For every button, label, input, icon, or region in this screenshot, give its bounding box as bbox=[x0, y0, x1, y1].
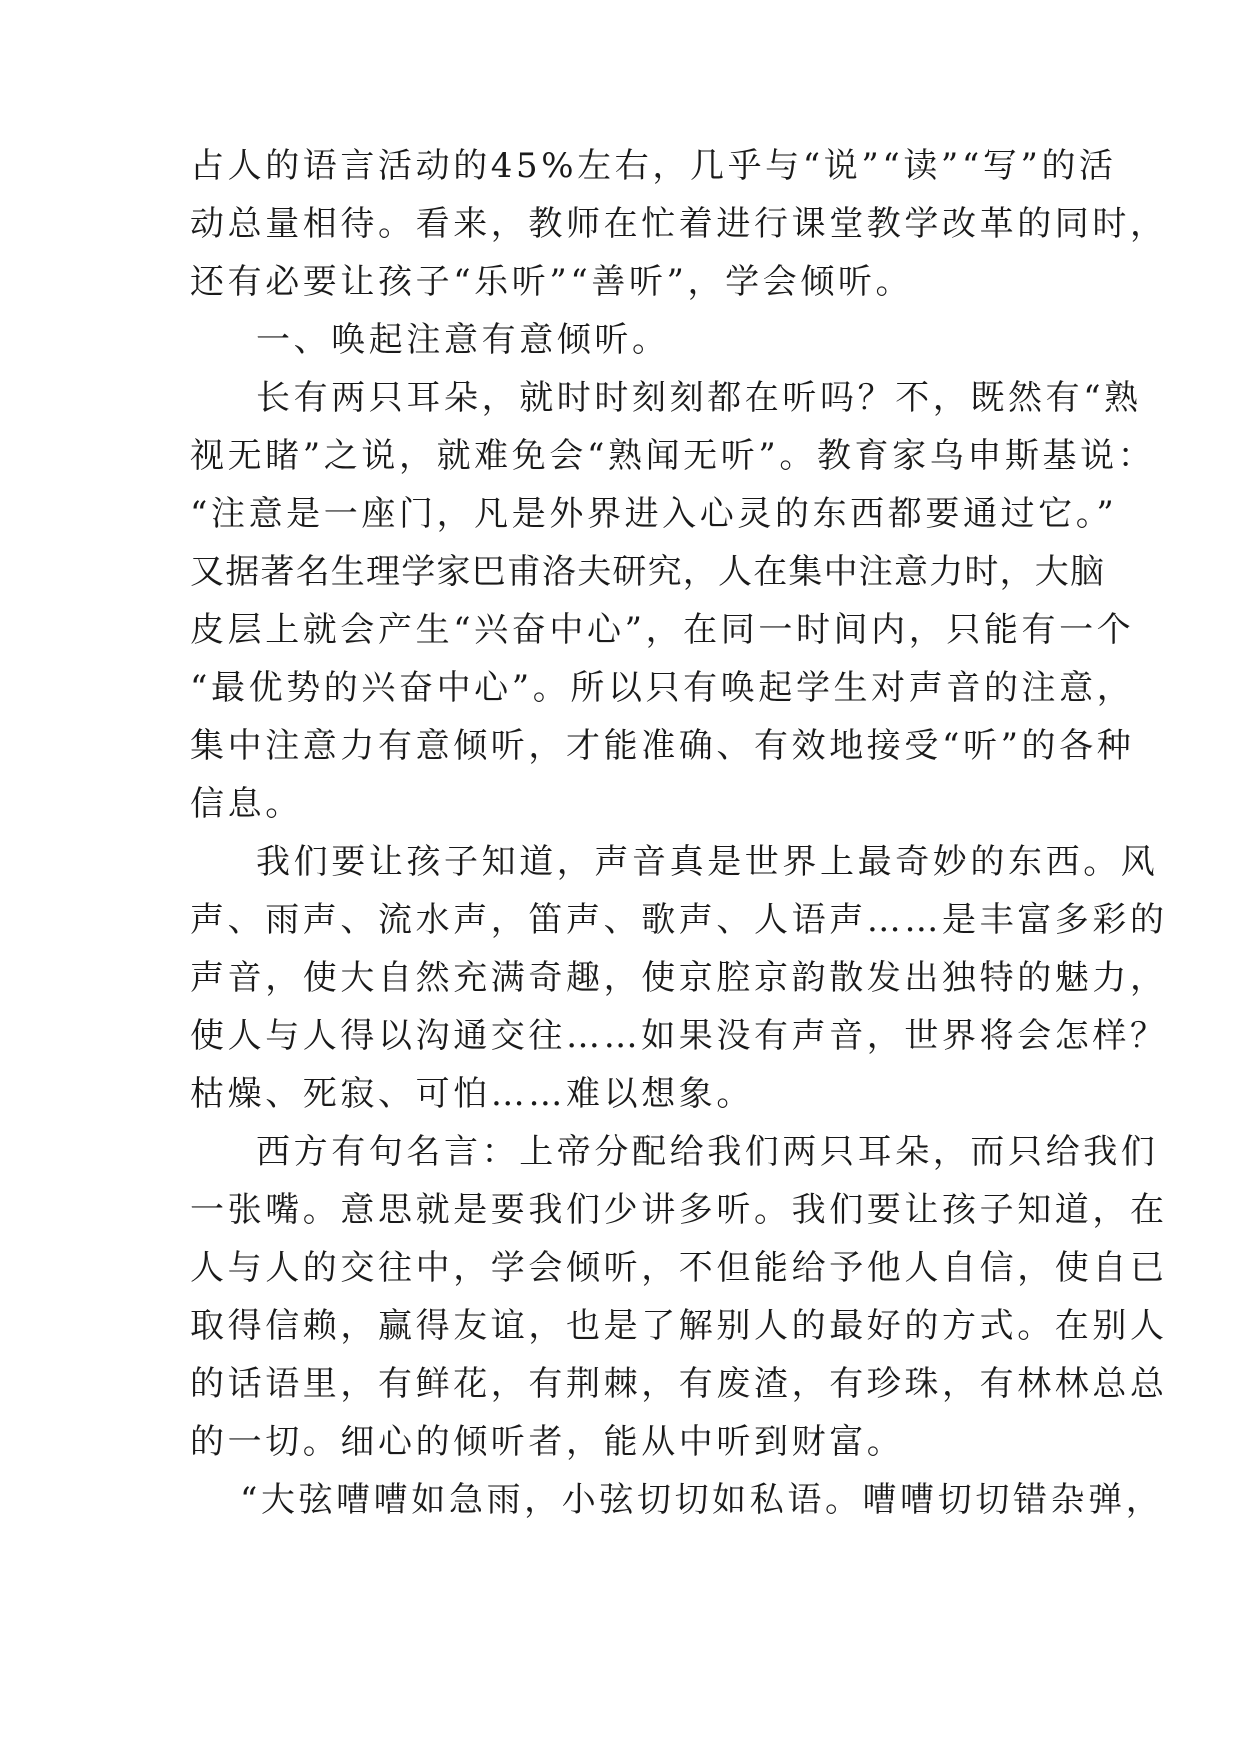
text-line: 西方有句名言：上帝分配给我们两只耳朵，而只给我们 bbox=[256, 1132, 1159, 1172]
text-line: 我们要让孩子知道，声音真是世界上最奇妙的东西。风 bbox=[256, 842, 1159, 882]
text-line: 集中注意力有意倾听，才能准确、有效地接受“听”的各种 bbox=[190, 726, 1135, 766]
section-heading: 一、唤起注意有意倾听。 bbox=[256, 320, 670, 360]
text-line: 的话语里，有鲜花，有荆棘，有废渣，有珍珠，有林林总总 bbox=[190, 1364, 1168, 1404]
text-line: 还有必要让孩子“乐听”“善听”，学会倾听。 bbox=[190, 262, 914, 302]
text-line: 声音，使大自然充满奇趣，使京腔京韵散发出独特的魅力， bbox=[190, 958, 1168, 998]
text-line: 皮层上就会产生“兴奋中心”，在同一时间内，只能有一个 bbox=[190, 610, 1135, 650]
text-line: “大弦嘈嘈如急雨，小弦切切如私语。嘈嘈切切错杂弹， bbox=[240, 1480, 1164, 1520]
text-line: 枯燥、死寂、可怕……难以想象。 bbox=[190, 1074, 754, 1114]
text-line: 使人与人得以沟通交往……如果没有声音，世界将会怎样？ bbox=[190, 1016, 1168, 1056]
text-line: 视无睹”之说，就难免会“熟闻无听”。教育家乌申斯基说： bbox=[190, 436, 1156, 476]
text-line: “最优势的兴奋中心”。所以只有唤起学生对声音的注意， bbox=[190, 668, 1135, 708]
text-line: 信息。 bbox=[190, 784, 303, 824]
text-line: 人与人的交往中，学会倾听，不但能给予他人自信，使自已 bbox=[190, 1248, 1168, 1288]
text-line: 声、雨声、流水声，笛声、歌声、人语声……是丰富多彩的 bbox=[190, 900, 1168, 940]
text-line: 取得信赖，赢得友谊，也是了解别人的最好的方式。在别人 bbox=[190, 1306, 1168, 1346]
text-line: 一张嘴。意思就是要我们少讲多听。我们要让孩子知道，在 bbox=[190, 1190, 1168, 1230]
text-line: 长有两只耳朵，就时时刻刻都在听吗？不，既然有“熟 bbox=[256, 378, 1142, 418]
text-line: 占人的语言活动的45%左右，几乎与“说”“读”“写”的活 bbox=[190, 146, 1117, 186]
text-line: 的一切。细心的倾听者，能从中听到财富。 bbox=[190, 1422, 905, 1462]
text-line: “注意是一座门，凡是外界进入心灵的东西都要通过它。” bbox=[190, 494, 1118, 534]
text-line: 又据著名生理学家巴甫洛夫研究，人在集中注意力时，大脑 bbox=[190, 552, 1106, 592]
text-line: 动总量相待。看来，教师在忙着进行课堂教学改革的同时， bbox=[190, 204, 1168, 244]
